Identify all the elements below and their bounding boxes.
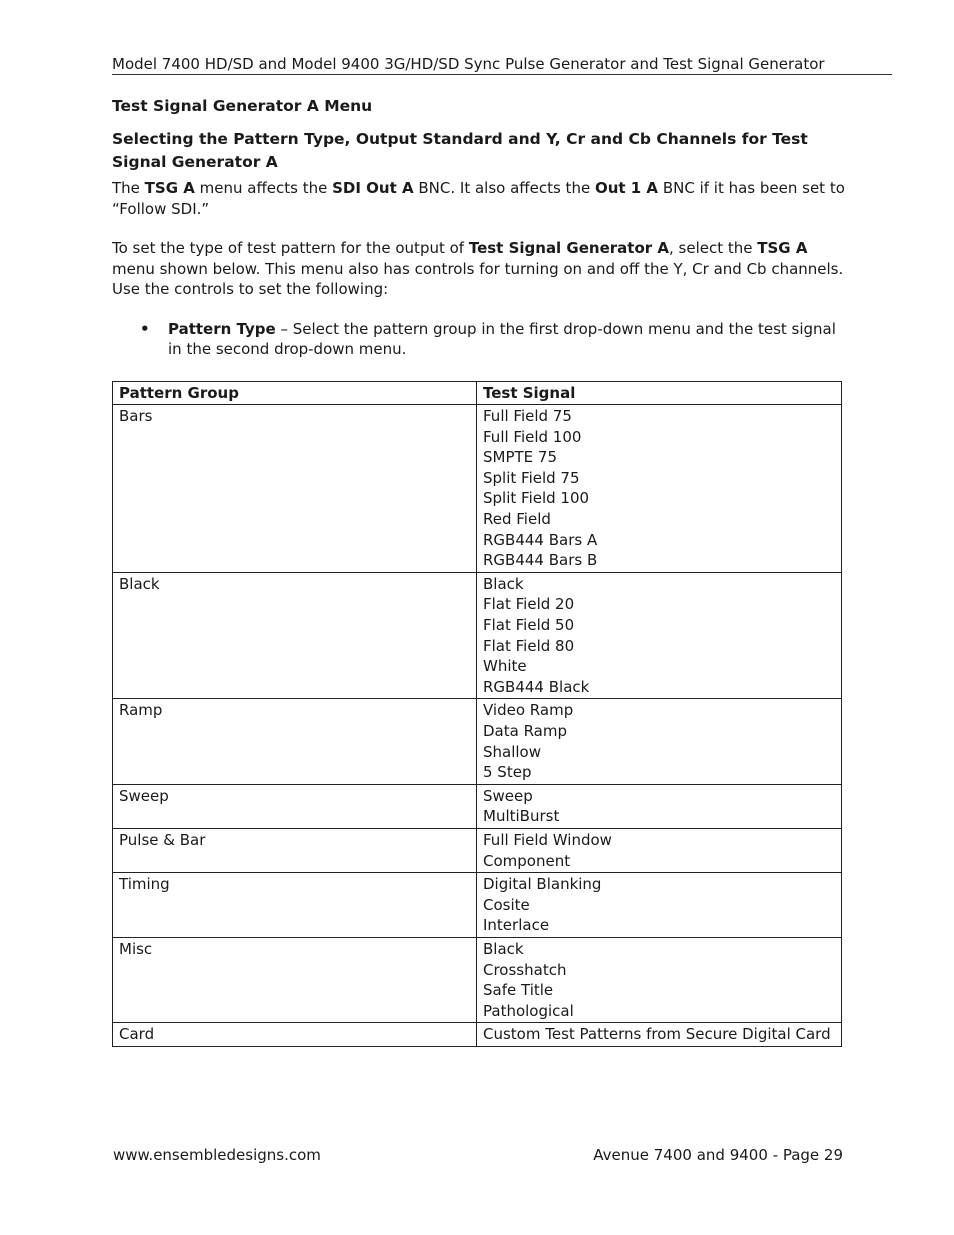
text-run: menu affects the (194, 179, 333, 197)
page-header (112, 54, 892, 75)
header-title: Model 7400 HD/SD and Model 9400 3G/HD/SD Sync Pulse Generator and Test Signal Generator (112, 55, 825, 73)
test-signal-item: Black (483, 939, 524, 958)
table-row (113, 699, 842, 784)
test-signal-item: 5 Step (483, 763, 532, 782)
test-signal-item: Custom Test Patterns from Secure Digital Card (483, 1025, 831, 1044)
page-content (112, 96, 847, 1047)
text-run: The (112, 179, 145, 197)
test-signal-item: Flat Field 50 (483, 616, 575, 635)
table-row (113, 937, 842, 1022)
test-signal-item: MultiBurst (483, 807, 560, 826)
test-signal-cell (477, 699, 842, 784)
test-signal-item: Component (483, 851, 571, 870)
table-row (113, 405, 842, 573)
text-run: Use the controls to set the following: (112, 280, 389, 298)
pattern-group-cell: Pulse & Bar (113, 828, 477, 872)
list-item (112, 319, 847, 360)
text-run: , select the (669, 239, 758, 257)
test-signal-item: Full Field Window (483, 830, 612, 849)
pattern-table (112, 381, 842, 1047)
test-signal-item: RGB444 Black (483, 677, 590, 696)
text-run: BNC. It also affects the (413, 179, 595, 197)
test-signal-cell (477, 784, 842, 828)
test-signal-item: Flat Field 20 (483, 595, 575, 614)
column-header: Pattern Group (113, 381, 477, 405)
test-signal-item: RGB444 Bars B (483, 551, 598, 570)
pattern-group-cell: Timing (113, 873, 477, 938)
bold-run: Out 1 A (594, 179, 659, 197)
bold-run: Test Signal Generator A (468, 239, 669, 257)
table-row (113, 828, 842, 872)
pattern-group-cell: Card (113, 1023, 477, 1047)
test-signal-item: Split Field 100 (483, 489, 590, 508)
test-signal-item: Crosshatch (483, 960, 567, 979)
pattern-group-cell: Black (113, 572, 477, 699)
test-signal-item: Safe Title (483, 981, 554, 1000)
menu-heading: Test Signal Generator A Menu (112, 97, 373, 115)
pattern-group-cell: Sweep (113, 784, 477, 828)
text-run: BNC if it has been set to “Follow SDI.” (112, 179, 845, 218)
test-signal-item: White (483, 657, 527, 676)
pattern-group-cell: Ramp (113, 699, 477, 784)
text-run: To set the type of test pattern for the output of (112, 239, 469, 257)
table-row (113, 873, 842, 938)
test-signal-item: Split Field 75 (483, 468, 580, 487)
table-body (113, 405, 842, 1047)
bold-run: TSG A (144, 179, 195, 197)
test-signal-item: Video Ramp (483, 701, 574, 720)
test-signal-item: Digital Blanking (483, 875, 602, 894)
test-signal-cell (477, 572, 842, 699)
table-row (113, 572, 842, 699)
pattern-group-cell: Bars (113, 405, 477, 573)
test-signal-cell (477, 828, 842, 872)
test-signal-item: Black (483, 574, 524, 593)
test-signal-item: Full Field 75 (483, 407, 572, 426)
bullet-list (112, 319, 847, 360)
bold-run: TSG A (757, 239, 808, 257)
bold-run: SDI Out A (332, 179, 414, 197)
test-signal-cell (477, 405, 842, 573)
test-signal-item: Pathological (483, 1001, 574, 1020)
test-signal-item: Flat Field 80 (483, 636, 575, 655)
test-signal-item: Data Ramp (483, 722, 568, 740)
footer-website: www.ensembledesigns.com (113, 1146, 321, 1164)
test-signal-item: Cosite (483, 895, 530, 914)
bullet-label: Pattern Type (168, 319, 276, 338)
table-row (113, 784, 842, 828)
pattern-group-cell: Misc (113, 937, 477, 1022)
test-signal-item: Shallow (483, 742, 542, 761)
bullet-text: – Select the pattern group in the first drop-down menu and the test signal in the second drop-down menu. (168, 319, 836, 358)
test-signal-cell (477, 873, 842, 938)
table-header-row (113, 381, 842, 405)
test-signal-item: Red Field (483, 510, 551, 529)
footer-page-number: Avenue 7400 and 9400 - Page 29 (593, 1146, 843, 1164)
table-row (113, 1023, 842, 1047)
instructions-paragraph (112, 238, 847, 300)
test-signal-item: Interlace (483, 916, 550, 935)
test-signal-cell (477, 937, 842, 1022)
intro-paragraph (112, 178, 847, 219)
text-run: menu shown below. This menu also has controls for turning on and off the Y, Cr and Cb channels. (112, 259, 844, 278)
test-signal-item: RGB444 Bars A (483, 530, 598, 549)
test-signal-item: Full Field 100 (483, 427, 582, 446)
column-header: Test Signal (477, 381, 842, 405)
section-heading: Selecting the Pattern Type, Output Standard and Y, Cr and Cb Channels for Test Signal Generator A (112, 130, 808, 171)
bullet-marker: • (140, 319, 150, 338)
test-signal-cell (477, 1023, 842, 1047)
test-signal-item: Sweep (483, 786, 533, 805)
test-signal-item: SMPTE 75 (483, 448, 558, 467)
